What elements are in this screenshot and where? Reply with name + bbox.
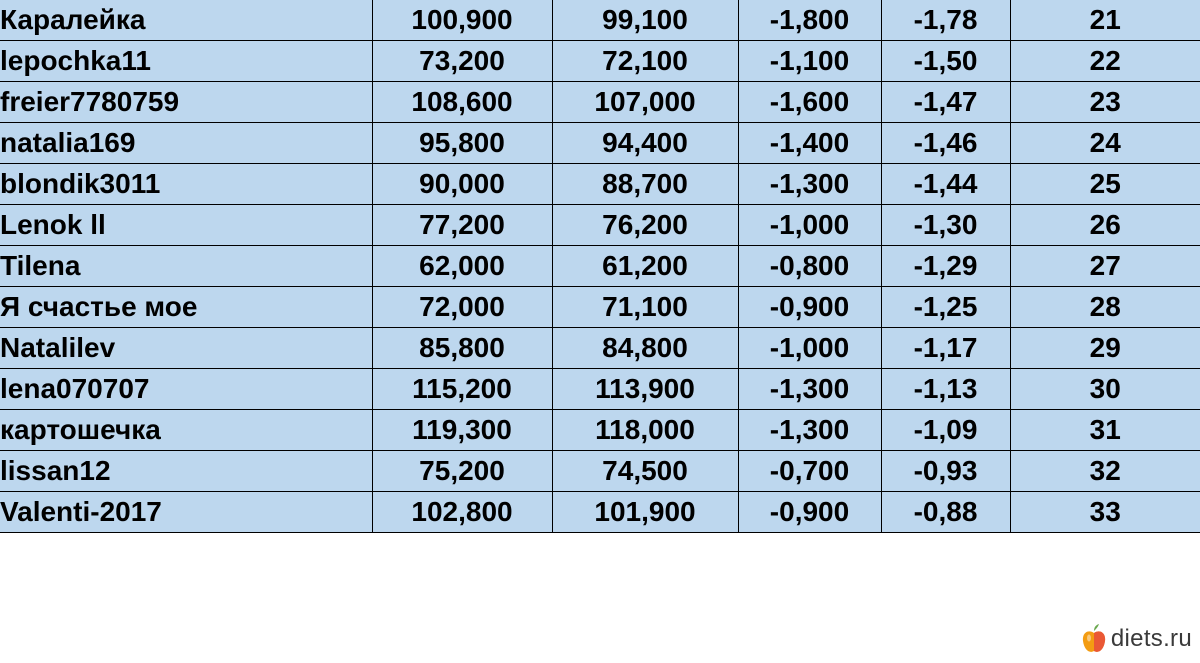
current-weight-cell: 94,400 bbox=[552, 123, 738, 164]
table-row bbox=[0, 205, 1200, 246]
participant-name-cell: Lenok ll bbox=[0, 205, 372, 246]
percent-change-cell: -1,44 bbox=[881, 164, 1010, 205]
participant-name-cell: Natalilev bbox=[0, 328, 372, 369]
weight-change-cell: -0,800 bbox=[738, 246, 881, 287]
percent-change-cell: -0,88 bbox=[881, 492, 1010, 533]
percent-change-cell: -1,30 bbox=[881, 205, 1010, 246]
table-row bbox=[0, 41, 1200, 82]
rank-cell: 21 bbox=[1010, 0, 1200, 41]
table-row bbox=[0, 451, 1200, 492]
table-row bbox=[0, 287, 1200, 328]
participant-name-cell: natalia169 bbox=[0, 123, 372, 164]
current-weight-cell: 76,200 bbox=[552, 205, 738, 246]
current-weight-cell: 113,900 bbox=[552, 369, 738, 410]
weight-change-cell: -1,000 bbox=[738, 205, 881, 246]
start-weight-cell: 100,900 bbox=[372, 0, 552, 41]
current-weight-cell: 71,100 bbox=[552, 287, 738, 328]
rank-cell: 27 bbox=[1010, 246, 1200, 287]
current-weight-cell: 107,000 bbox=[552, 82, 738, 123]
start-weight-cell: 85,800 bbox=[372, 328, 552, 369]
table-row bbox=[0, 123, 1200, 164]
table-row bbox=[0, 492, 1200, 533]
percent-change-cell: -1,17 bbox=[881, 328, 1010, 369]
diets-watermark bbox=[1081, 623, 1192, 655]
current-weight-cell: 84,800 bbox=[552, 328, 738, 369]
start-weight-cell: 75,200 bbox=[372, 451, 552, 492]
rank-cell: 30 bbox=[1010, 369, 1200, 410]
table-row bbox=[0, 328, 1200, 369]
rank-cell: 23 bbox=[1010, 82, 1200, 123]
current-weight-cell: 99,100 bbox=[552, 0, 738, 41]
start-weight-cell: 73,200 bbox=[372, 41, 552, 82]
weight-change-cell: -0,900 bbox=[738, 287, 881, 328]
weight-change-cell: -1,300 bbox=[738, 164, 881, 205]
participant-name-cell: Valenti-2017 bbox=[0, 492, 372, 533]
participant-name-cell: Я счастье мое bbox=[0, 287, 372, 328]
current-weight-cell: 88,700 bbox=[552, 164, 738, 205]
participant-name-cell: картошечка bbox=[0, 410, 372, 451]
weight-change-cell: -1,300 bbox=[738, 369, 881, 410]
table-row bbox=[0, 246, 1200, 287]
percent-change-cell: -1,46 bbox=[881, 123, 1010, 164]
weight-change-cell: -1,600 bbox=[738, 82, 881, 123]
weight-change-cell: -1,800 bbox=[738, 0, 881, 41]
rank-cell: 31 bbox=[1010, 410, 1200, 451]
table-row bbox=[0, 164, 1200, 205]
rank-cell: 29 bbox=[1010, 328, 1200, 369]
weight-change-cell: -1,000 bbox=[738, 328, 881, 369]
start-weight-cell: 62,000 bbox=[372, 246, 552, 287]
current-weight-cell: 118,000 bbox=[552, 410, 738, 451]
weight-change-cell: -1,300 bbox=[738, 410, 881, 451]
table-row bbox=[0, 369, 1200, 410]
start-weight-cell: 119,300 bbox=[372, 410, 552, 451]
start-weight-cell: 90,000 bbox=[372, 164, 552, 205]
percent-change-cell: -1,09 bbox=[881, 410, 1010, 451]
percent-change-cell: -1,25 bbox=[881, 287, 1010, 328]
weight-change-cell: -0,700 bbox=[738, 451, 881, 492]
rank-cell: 26 bbox=[1010, 205, 1200, 246]
watermark-text: diets.ru bbox=[1110, 625, 1192, 652]
table-row bbox=[0, 82, 1200, 123]
start-weight-cell: 72,000 bbox=[372, 287, 552, 328]
percent-change-cell: -1,13 bbox=[881, 369, 1010, 410]
weight-change-cell: -1,400 bbox=[738, 123, 881, 164]
current-weight-cell: 61,200 bbox=[552, 246, 738, 287]
participant-name-cell: lepochka11 bbox=[0, 41, 372, 82]
participant-name-cell: lissan12 bbox=[0, 451, 372, 492]
participant-name-cell: Каралейка bbox=[0, 0, 372, 41]
start-weight-cell: 102,800 bbox=[372, 492, 552, 533]
percent-change-cell: -1,47 bbox=[881, 82, 1010, 123]
participant-name-cell: Tilena bbox=[0, 246, 372, 287]
participant-name-cell: freier7780759 bbox=[0, 82, 372, 123]
percent-change-cell: -1,50 bbox=[881, 41, 1010, 82]
participant-name-cell: blondik3011 bbox=[0, 164, 372, 205]
start-weight-cell: 95,800 bbox=[372, 123, 552, 164]
start-weight-cell: 77,200 bbox=[372, 205, 552, 246]
start-weight-cell: 115,200 bbox=[372, 369, 552, 410]
rank-cell: 33 bbox=[1010, 492, 1200, 533]
rank-cell: 25 bbox=[1010, 164, 1200, 205]
rank-cell: 28 bbox=[1010, 287, 1200, 328]
participant-name-cell: lena070707 bbox=[0, 369, 372, 410]
percent-change-cell: -0,93 bbox=[881, 451, 1010, 492]
current-weight-cell: 72,100 bbox=[552, 41, 738, 82]
percent-change-cell: -1,78 bbox=[881, 0, 1010, 41]
weight-change-cell: -1,100 bbox=[738, 41, 881, 82]
table-row bbox=[0, 0, 1200, 41]
rank-cell: 24 bbox=[1010, 123, 1200, 164]
apple-logo-icon bbox=[1081, 624, 1107, 654]
weight-change-cell: -0,900 bbox=[738, 492, 881, 533]
percent-change-cell: -1,29 bbox=[881, 246, 1010, 287]
table-row bbox=[0, 410, 1200, 451]
start-weight-cell: 108,600 bbox=[372, 82, 552, 123]
rank-cell: 22 bbox=[1010, 41, 1200, 82]
current-weight-cell: 74,500 bbox=[552, 451, 738, 492]
current-weight-cell: 101,900 bbox=[552, 492, 738, 533]
rank-cell: 32 bbox=[1010, 451, 1200, 492]
